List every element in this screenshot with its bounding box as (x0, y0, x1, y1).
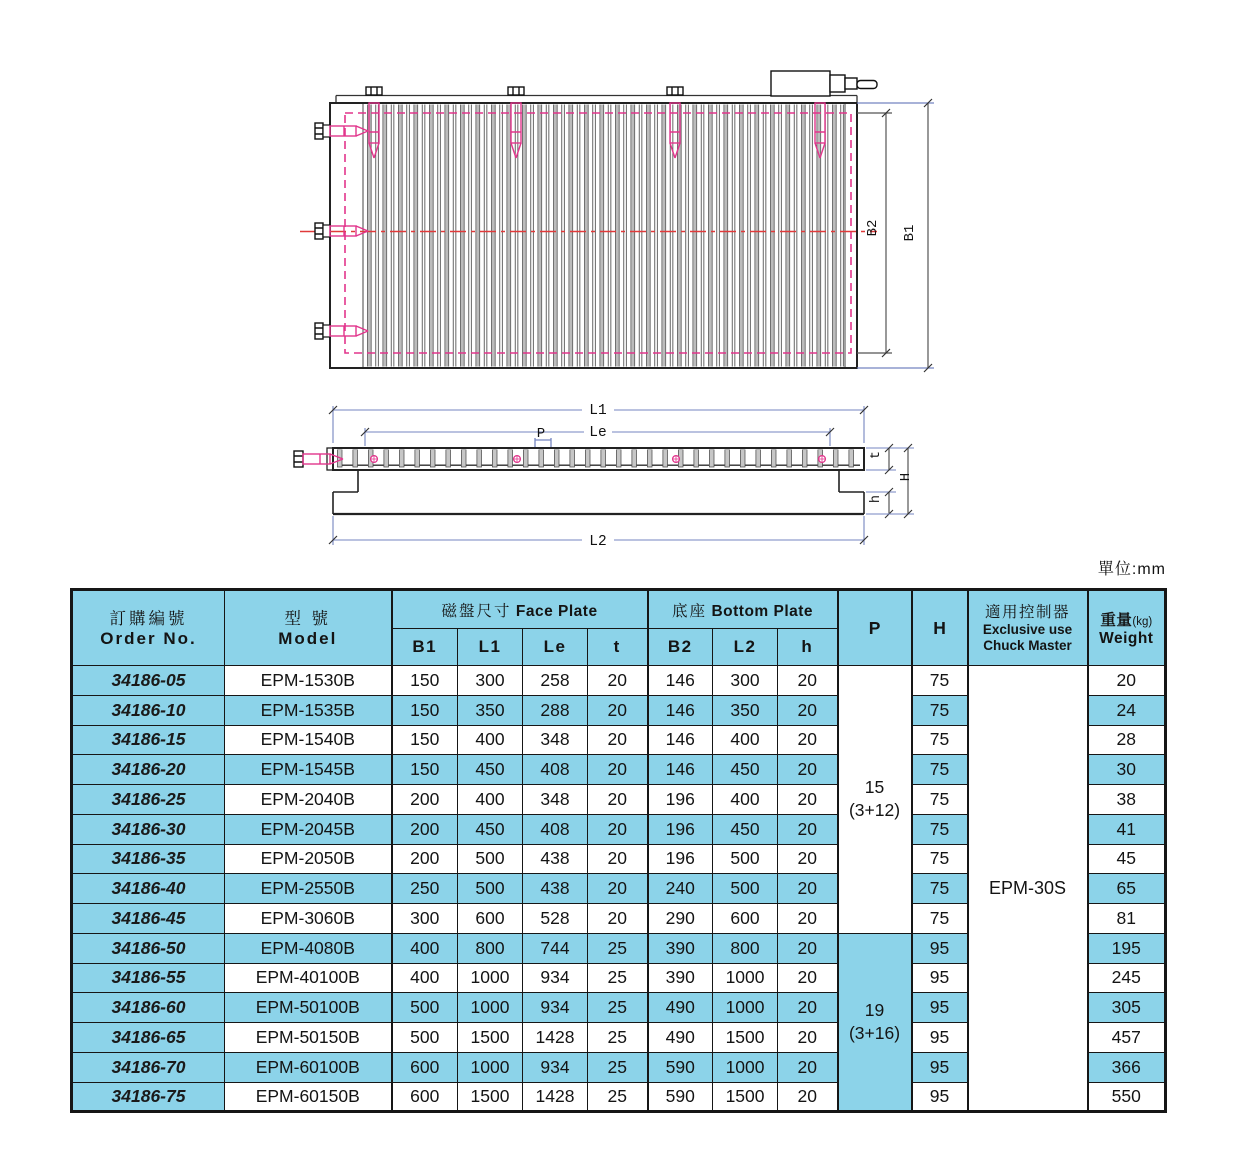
header-bottom-plate (648, 590, 838, 629)
h-cell: 20 (778, 814, 838, 844)
t-cell: 25 (588, 993, 648, 1023)
header-model (225, 590, 392, 666)
p-group-cell (838, 666, 912, 934)
p-value-line: 19 (864, 1000, 885, 1020)
side-view (294, 400, 914, 550)
b1-cell: 200 (392, 814, 458, 844)
b2-cell: 590 (648, 1052, 713, 1082)
l2-cell: 400 (713, 785, 778, 815)
header-h-small: h (778, 629, 838, 666)
model-cell: EPM-60100B (225, 1052, 392, 1082)
dim-label-p: P (536, 426, 546, 442)
header-model-en: Model (278, 628, 338, 648)
weight-cell: 195 (1088, 933, 1166, 963)
weight-cell: 305 (1088, 993, 1166, 1023)
order-no-cell: 34186-65 (72, 1023, 225, 1053)
b2-cell: 240 (648, 874, 713, 904)
t-cell: 20 (588, 874, 648, 904)
l1-cell: 350 (458, 695, 523, 725)
h-cell: 20 (778, 666, 838, 696)
model-cell: EPM-4080B (225, 933, 392, 963)
height-cell: 75 (912, 755, 968, 785)
t-cell: 25 (588, 933, 648, 963)
h-cell: 20 (778, 755, 838, 785)
l1-cell: 1000 (458, 963, 523, 993)
model-cell: EPM-3060B (225, 904, 392, 934)
dim-b2 (857, 109, 892, 357)
model-cell: EPM-2550B (225, 874, 392, 904)
model-cell: EPM-1540B (225, 725, 392, 755)
b2-cell: 146 (648, 755, 713, 785)
height-cell: 75 (912, 695, 968, 725)
b1-cell: 400 (392, 963, 458, 993)
l2-cell: 350 (713, 695, 778, 725)
l1-cell: 800 (458, 933, 523, 963)
header-le: Le (523, 629, 588, 666)
b1-cell: 600 (392, 1082, 458, 1112)
header-weight-en: Weight (1099, 630, 1154, 647)
top-view (300, 71, 934, 372)
header-face-plate (392, 590, 648, 629)
model-cell: EPM-1535B (225, 695, 392, 725)
dim-le (361, 422, 834, 446)
model-cell: EPM-60150B (225, 1082, 392, 1112)
height-cell: 95 (912, 993, 968, 1023)
height-cell: 75 (912, 785, 968, 815)
l1-cell: 600 (458, 904, 523, 934)
technical-drawing (0, 0, 1240, 560)
header-order-zh: 訂購編號 (109, 609, 188, 628)
dim-p (535, 426, 551, 448)
model-cell: EPM-2045B (225, 814, 392, 844)
header-order-no (72, 590, 225, 666)
order-no-cell: 34186-70 (72, 1052, 225, 1082)
height-cell: 75 (912, 666, 968, 696)
t-cell: 20 (588, 904, 648, 934)
l1-cell: 1000 (458, 993, 523, 1023)
weight-cell: 41 (1088, 814, 1166, 844)
le-cell: 934 (523, 993, 588, 1023)
order-no-cell: 34186-75 (72, 1082, 225, 1112)
header-chuck-master (968, 590, 1088, 666)
le-cell: 934 (523, 963, 588, 993)
h-cell: 20 (778, 695, 838, 725)
t-cell: 20 (588, 785, 648, 815)
l1-cell: 500 (458, 874, 523, 904)
le-cell: 408 (523, 755, 588, 785)
l1-cell: 400 (458, 785, 523, 815)
weight-cell: 28 (1088, 725, 1166, 755)
h-cell: 20 (778, 1023, 838, 1053)
weight-cell: 24 (1088, 695, 1166, 725)
le-cell: 744 (523, 933, 588, 963)
connector (771, 71, 877, 96)
l2-cell: 400 (713, 725, 778, 755)
model-cell: EPM-2050B (225, 844, 392, 874)
b2-cell: 490 (648, 1023, 713, 1053)
height-cell: 95 (912, 963, 968, 993)
header-l2: L2 (713, 629, 778, 666)
height-cell: 95 (912, 1052, 968, 1082)
header-weight (1088, 590, 1166, 666)
height-cell: 95 (912, 1023, 968, 1053)
p-value-line: (3+12) (848, 800, 901, 821)
le-cell: 408 (523, 814, 588, 844)
l2-cell: 500 (713, 844, 778, 874)
b1-cell: 300 (392, 904, 458, 934)
h-cell: 20 (778, 874, 838, 904)
l2-cell: 1000 (713, 963, 778, 993)
h-cell: 20 (778, 993, 838, 1023)
dim-label-t: t (869, 450, 884, 460)
l1-cell: 300 (458, 666, 523, 696)
le-cell: 348 (523, 785, 588, 815)
l2-cell: 600 (713, 904, 778, 934)
l1-cell: 1500 (458, 1082, 523, 1112)
weight-cell: 366 (1088, 1052, 1166, 1082)
order-no-cell: 34186-30 (72, 814, 225, 844)
p-value-line: 15 (864, 777, 885, 798)
h-cell: 20 (778, 904, 838, 934)
l2-cell: 800 (713, 933, 778, 963)
height-cell: 75 (912, 814, 968, 844)
header-chuck-en1: Exclusive use (982, 621, 1073, 637)
l1-cell: 450 (458, 814, 523, 844)
weight-cell: 457 (1088, 1023, 1166, 1053)
p-group-cell (838, 933, 912, 1112)
le-cell: 348 (523, 725, 588, 755)
weight-cell: 38 (1088, 785, 1166, 815)
weight-cell: 81 (1088, 904, 1166, 934)
header-order-en: Order No. (100, 628, 197, 648)
b2-cell: 196 (648, 785, 713, 815)
b1-cell: 600 (392, 1052, 458, 1082)
dim-label-b2: B2 (865, 219, 881, 237)
order-no-cell: 34186-25 (72, 785, 225, 815)
dim-label-h-total: H (898, 472, 914, 482)
header-l1: L1 (458, 629, 523, 666)
weight-cell: 20 (1088, 666, 1166, 696)
header-face-zh: 磁盤尺寸 (441, 602, 512, 620)
l2-cell: 1500 (713, 1023, 778, 1053)
le-cell: 288 (523, 695, 588, 725)
header-face-en: Face Plate (515, 602, 598, 620)
t-cell: 25 (588, 1082, 648, 1112)
b2-cell: 390 (648, 933, 713, 963)
pole-teeth (337, 450, 860, 469)
b2-cell: 196 (648, 814, 713, 844)
t-cell: 20 (588, 725, 648, 755)
spec-table (70, 588, 1167, 1113)
l2-cell: 1000 (713, 993, 778, 1023)
dim-label-b1: B1 (902, 224, 918, 242)
b1-cell: 150 (392, 725, 458, 755)
model-cell: EPM-1530B (225, 666, 392, 696)
b2-cell: 290 (648, 904, 713, 934)
order-no-cell: 34186-55 (72, 963, 225, 993)
order-no-cell: 34186-15 (72, 725, 225, 755)
chuck-master-cell: EPM-30S (968, 666, 1088, 1112)
l1-cell: 1500 (458, 1023, 523, 1053)
b2-cell: 390 (648, 963, 713, 993)
b1-cell: 500 (392, 1023, 458, 1053)
weight-cell: 45 (1088, 844, 1166, 874)
b2-cell: 146 (648, 695, 713, 725)
le-cell: 438 (523, 874, 588, 904)
b2-cell: 146 (648, 666, 713, 696)
model-cell: EPM-50150B (225, 1023, 392, 1053)
b1-cell: 150 (392, 755, 458, 785)
header-t: t (588, 629, 648, 666)
header-b2: B2 (648, 629, 713, 666)
b2-cell: 196 (648, 844, 713, 874)
t-cell: 20 (588, 695, 648, 725)
order-no-cell: 34186-10 (72, 695, 225, 725)
height-cell: 95 (912, 933, 968, 963)
b1-cell: 250 (392, 874, 458, 904)
header-p: P (838, 590, 912, 666)
dim-l2 (329, 516, 868, 550)
height-cell: 95 (912, 1082, 968, 1112)
t-cell: 25 (588, 1052, 648, 1082)
le-cell: 934 (523, 1052, 588, 1082)
h-cell: 20 (778, 725, 838, 755)
l2-cell: 500 (713, 874, 778, 904)
header-model-zh: 型 號 (284, 609, 332, 628)
order-no-cell: 34186-05 (72, 666, 225, 696)
order-no-cell: 34186-60 (72, 993, 225, 1023)
model-cell: EPM-40100B (225, 963, 392, 993)
b1-cell: 200 (392, 844, 458, 874)
header-chuck-zh: 適用控制器 (985, 603, 1071, 621)
height-cell: 75 (912, 904, 968, 934)
l2-cell: 450 (713, 814, 778, 844)
dim-label-l1: L1 (589, 403, 607, 419)
b1-cell: 150 (392, 695, 458, 725)
h-cell: 20 (778, 785, 838, 815)
bottom-plate-profile (333, 470, 864, 514)
order-no-cell: 34186-20 (72, 755, 225, 785)
le-cell: 528 (523, 904, 588, 934)
header-b1: B1 (392, 629, 458, 666)
unit-label: 單位:mm (1097, 561, 1166, 578)
dim-label-l2: L2 (589, 534, 607, 550)
l1-cell: 400 (458, 725, 523, 755)
l2-cell: 1500 (713, 1082, 778, 1112)
t-cell: 20 (588, 755, 648, 785)
order-no-cell: 34186-45 (72, 904, 225, 934)
b1-cell: 400 (392, 933, 458, 963)
order-no-cell: 34186-50 (72, 933, 225, 963)
le-cell: 1428 (523, 1023, 588, 1053)
h-cell: 20 (778, 1052, 838, 1082)
h-cell: 20 (778, 1082, 838, 1112)
header-bottom-en: Bottom Plate (711, 602, 814, 620)
order-no-cell: 34186-35 (72, 844, 225, 874)
weight-cell: 245 (1088, 963, 1166, 993)
model-cell: EPM-2040B (225, 785, 392, 815)
header-h: H (912, 590, 968, 666)
b1-cell: 150 (392, 666, 458, 696)
height-cell: 75 (912, 874, 968, 904)
le-cell: 258 (523, 666, 588, 696)
header-weight-zh: 重量 (1100, 612, 1133, 629)
t-cell: 20 (588, 814, 648, 844)
h-cell: 20 (778, 963, 838, 993)
p-value-line: (3+16) (848, 1023, 901, 1043)
l1-cell: 500 (458, 844, 523, 874)
weight-cell: 30 (1088, 755, 1166, 785)
b2-cell: 146 (648, 725, 713, 755)
l2-cell: 1000 (713, 1052, 778, 1082)
height-cell: 75 (912, 725, 968, 755)
height-cell: 75 (912, 844, 968, 874)
order-no-cell: 34186-40 (72, 874, 225, 904)
header-weight-kg: (kg) (1132, 616, 1153, 628)
weight-cell: 550 (1088, 1082, 1166, 1112)
h-cell: 20 (778, 933, 838, 963)
dim-label-le: Le (589, 425, 607, 441)
header-bottom-zh: 底座 (672, 602, 708, 620)
l2-cell: 450 (713, 755, 778, 785)
model-cell: EPM-1545B (225, 755, 392, 785)
t-cell: 25 (588, 963, 648, 993)
b1-cell: 200 (392, 785, 458, 815)
header-chuck-en2: Chuck Master (983, 637, 1072, 653)
t-cell: 25 (588, 1023, 648, 1053)
model-cell: EPM-50100B (225, 993, 392, 1023)
t-cell: 20 (588, 844, 648, 874)
weight-cell: 65 (1088, 874, 1166, 904)
b1-cell: 500 (392, 993, 458, 1023)
l1-cell: 1000 (458, 1052, 523, 1082)
pole-stripes (367, 105, 845, 367)
le-cell: 438 (523, 844, 588, 874)
h-cell: 20 (778, 844, 838, 874)
table-row (72, 666, 1166, 696)
b2-cell: 490 (648, 993, 713, 1023)
b2-cell: 590 (648, 1082, 713, 1112)
le-cell: 1428 (523, 1082, 588, 1112)
l1-cell: 450 (458, 755, 523, 785)
t-cell: 20 (588, 666, 648, 696)
dim-label-h-small: h (869, 494, 884, 504)
l2-cell: 300 (713, 666, 778, 696)
